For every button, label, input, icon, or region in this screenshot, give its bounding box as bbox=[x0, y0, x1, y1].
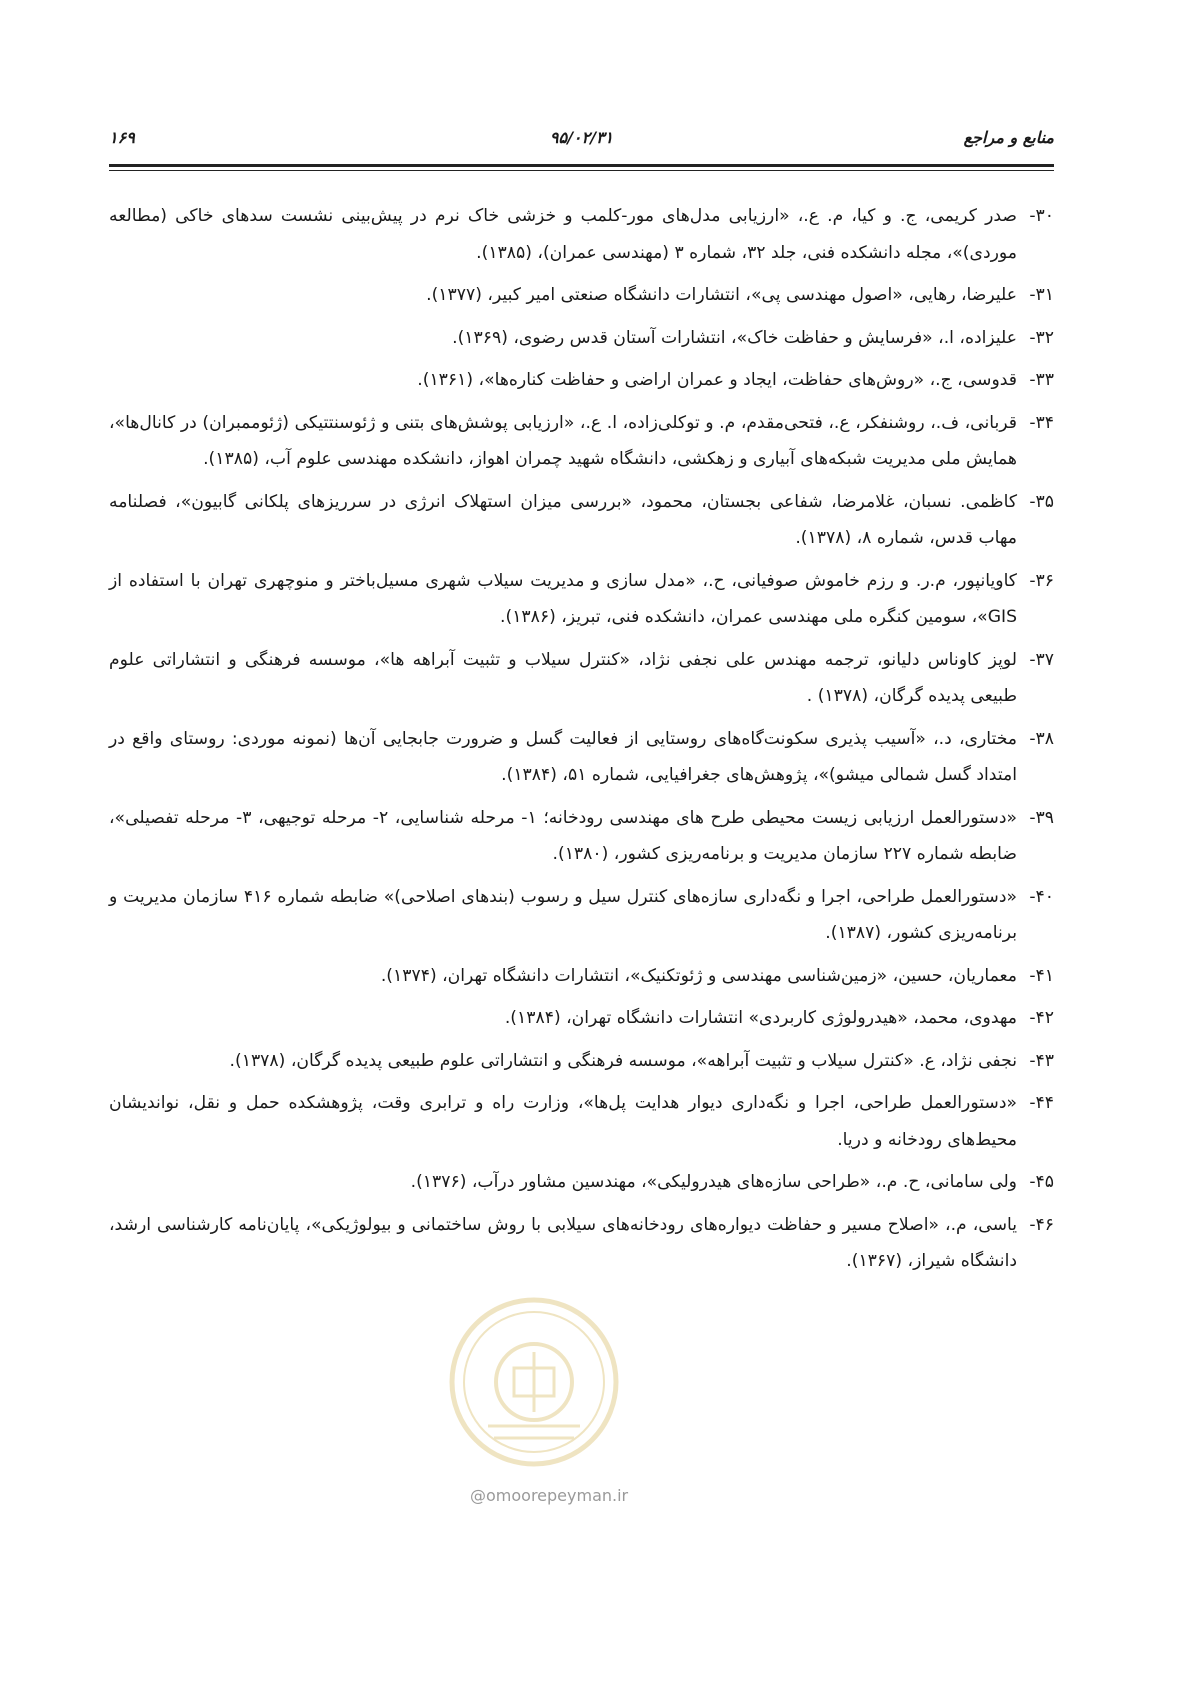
reference-item bbox=[109, 879, 1054, 952]
reference-item bbox=[109, 563, 1054, 636]
reference-item bbox=[109, 320, 1054, 357]
website-watermark: @omoorepeyman.ir bbox=[470, 1486, 629, 1505]
reference-number: ۴۵- bbox=[1029, 1172, 1054, 1192]
reference-number: ۴۴- bbox=[1029, 1093, 1054, 1113]
reference-item bbox=[109, 362, 1054, 399]
reference-item bbox=[109, 1207, 1054, 1280]
reference-number: ۴۱- bbox=[1029, 965, 1054, 986]
reference-text: «دستورالعمل ارزیابی زیست محیطی طرح های مهندسی رودخانه؛ ۱- مرحله شناسایی، ۲- مرحله توجیهی، ۳- مرحله تفصیلی»، ضابطه شماره ۲۲۷ سازمان مدیریت و برنامه‌ریزی کشور، (۱۳۸۰). bbox=[109, 807, 1017, 864]
reference-item bbox=[109, 721, 1054, 794]
reference-number: ۳۷- bbox=[1029, 649, 1054, 670]
reference-text: قربانی، ف.، روشنفکر، ع.، فتحی‌مقدم، م. و توکلی‌زاده، ا. ع.، «ارزیابی پوشش‌های بتنی و ژئوسنتتیکی (ژئوممبران) در کانال‌ها»، همایش ملی مدیریت شبکه‌های آبیاری و زهکشی، دانشگاه شهید چمران اهواز، دانشکده مهندسی علوم آب، (۱۳۸۵). bbox=[109, 412, 1017, 469]
header-rule-thick bbox=[109, 164, 1054, 167]
header-rule-thin bbox=[109, 170, 1054, 171]
reference-item bbox=[109, 1043, 1054, 1080]
reference-number: ۳۲- bbox=[1029, 327, 1054, 348]
reference-item bbox=[109, 1164, 1054, 1201]
reference-text: «دستورالعمل طراحی، اجرا و نگه‌داری سازه‌های کنترل سیل و رسوب (بندهای اصلاحی)» ضابطه شماره ۴۱۶ سازمان مدیریت و برنامه‌ریزی کشور، (۱۳۸۷). bbox=[109, 886, 1017, 943]
reference-number: ۳۳- bbox=[1029, 370, 1054, 390]
reference-number: ۳۶- bbox=[1029, 570, 1054, 591]
reference-number: ۳۱- bbox=[1029, 285, 1054, 305]
section-title: منابع و مراجع bbox=[963, 128, 1054, 147]
reference-item bbox=[109, 484, 1054, 557]
omoore-peyman-seal-icon bbox=[448, 1296, 620, 1468]
reference-number: ۳۸- bbox=[1029, 728, 1054, 749]
reference-number: ۴۲- bbox=[1029, 1008, 1054, 1028]
reference-text: یاسی، م.، «اصلاح مسیر و حفاظت دیواره‌های رودخانه‌های سیلابی با روش ساختمانی و بیولوژیکی»، پایان‌نامه کارشناسی ارشد، دانشگاه شیراز، (۱۳۶۷). bbox=[109, 1214, 1017, 1271]
reference-item bbox=[109, 958, 1054, 995]
reference-number: ۴۳- bbox=[1029, 1050, 1054, 1071]
reference-item bbox=[109, 800, 1054, 873]
reference-text: کاظمی. نسبان، غلامرضا، شفاعی بجستان، محمود، «بررسی میزان استهلاک انرژی در سرریزهای پلکانی گابیون»، فصلنامه مهاب قدس، شماره ۸، (۱۳۷۸). bbox=[109, 491, 1017, 548]
reference-text: «دستورالعمل طراحی، اجرا و نگه‌داری دیوار هدایت پل‌ها»، وزارت راه و ترابری وقت، پژوهشکده حمل و نقل، نواندیشان محیط‌های رودخانه و دریا. bbox=[109, 1093, 1017, 1150]
reference-item bbox=[109, 405, 1054, 478]
page-number: ۱۶۹ bbox=[109, 128, 135, 147]
reference-text: علیزاده، ا.، «فرسایش و حفاظت خاک»، انتشارات آستان قدس رضوی، (۱۳۶۹). bbox=[452, 327, 1017, 348]
reference-item bbox=[109, 1085, 1054, 1158]
reference-number: ۳۴- bbox=[1029, 412, 1054, 433]
reference-number: ۳۹- bbox=[1029, 807, 1054, 828]
reference-number: ۳۵- bbox=[1029, 491, 1054, 512]
reference-text: علیرضا، رهایی، «اصول مهندسی پی»، انتشارات دانشگاه صنعتی امیر کبیر، (۱۳۷۷). bbox=[426, 285, 1017, 305]
page-header bbox=[109, 128, 1054, 158]
reference-item bbox=[109, 277, 1054, 314]
reference-text: قدوسی، ج.، «روش‌های حفاظت، ایجاد و عمران اراضی و حفاظت کناره‌ها»، (۱۳۶۱). bbox=[417, 370, 1017, 390]
reference-text: معماریان، حسین، «زمین‌شناسی مهندسی و ژئوتکنیک»، انتشارات دانشگاه تهران، (۱۳۷۴). bbox=[380, 965, 1017, 986]
reference-item bbox=[109, 198, 1054, 271]
reference-item bbox=[109, 642, 1054, 715]
reference-text: نجفی نژاد، ع. «کنترل سیلاب و تثبیت آبراهه»، موسسه فرهنگی و انتشاراتی علوم طبیعی پدیده گرگان، (۱۳۷۸). bbox=[229, 1050, 1017, 1071]
header-date: ۹۵/۰۲/۳۱ bbox=[549, 128, 614, 147]
reference-text: مختاری، د.، «آسیب پذیری سکونت‌گاه‌های روستایی از فعالیت گسل و ضرورت جابجایی آن‌ها (نمونه موردی: روستای واقع در امتداد گسل شمالی میشو)»، پژوهش‌های جغرافیایی، شماره ۵۱، (۱۳۸۴). bbox=[109, 728, 1017, 785]
reference-list bbox=[109, 198, 1054, 1286]
reference-item bbox=[109, 1000, 1054, 1037]
reference-text: لوپز کاوناس دلیانو، ترجمه مهندس علی نجفی نژاد، «کنترل سیلاب و تثبیت آبراهه ها»، موسسه فرهنگی و انتشاراتی علوم طبیعی پدیده گرگان، (۱۳۷۸) . bbox=[109, 649, 1017, 706]
reference-text: صدر کریمی، ج. و کیا، م. ع.، «ارزیابی مدل‌های مور-کلمب و خزشی خاک نرم در پیش‌بینی نشست سدهای خاکی (مطالعه موردی)»، مجله دانشکده فنی، جلد ۳۲، شماره ۳ (مهندسی عمران)، (۱۳۸۵). bbox=[109, 206, 1017, 263]
reference-text: مهدوی، محمد، «هیدرولوژی کاربردی» انتشارات دانشگاه تهران، (۱۳۸۴). bbox=[504, 1008, 1017, 1028]
reference-number: ۴۰- bbox=[1029, 886, 1054, 907]
reference-text: ولی سامانی، ح. م.، «طراحی سازه‌های هیدرولیکی»، مهندسین مشاور درآب، (۱۳۷۶). bbox=[410, 1172, 1017, 1192]
reference-number: ۳۰- bbox=[1029, 206, 1054, 226]
reference-text: کاویانپور، م.ر. و رزم خاموش صوفیانی، ح.، «مدل سازی و مدیریت سیلاب شهری مسیل‌باختر و منوچهری تهران با استفاده از GIS»، سومین کنگره ملی مهندسی عمران، دانشکده فنی، تبریز، (۱۳۸۶). bbox=[109, 570, 1017, 627]
reference-number: ۴۶- bbox=[1029, 1214, 1054, 1235]
